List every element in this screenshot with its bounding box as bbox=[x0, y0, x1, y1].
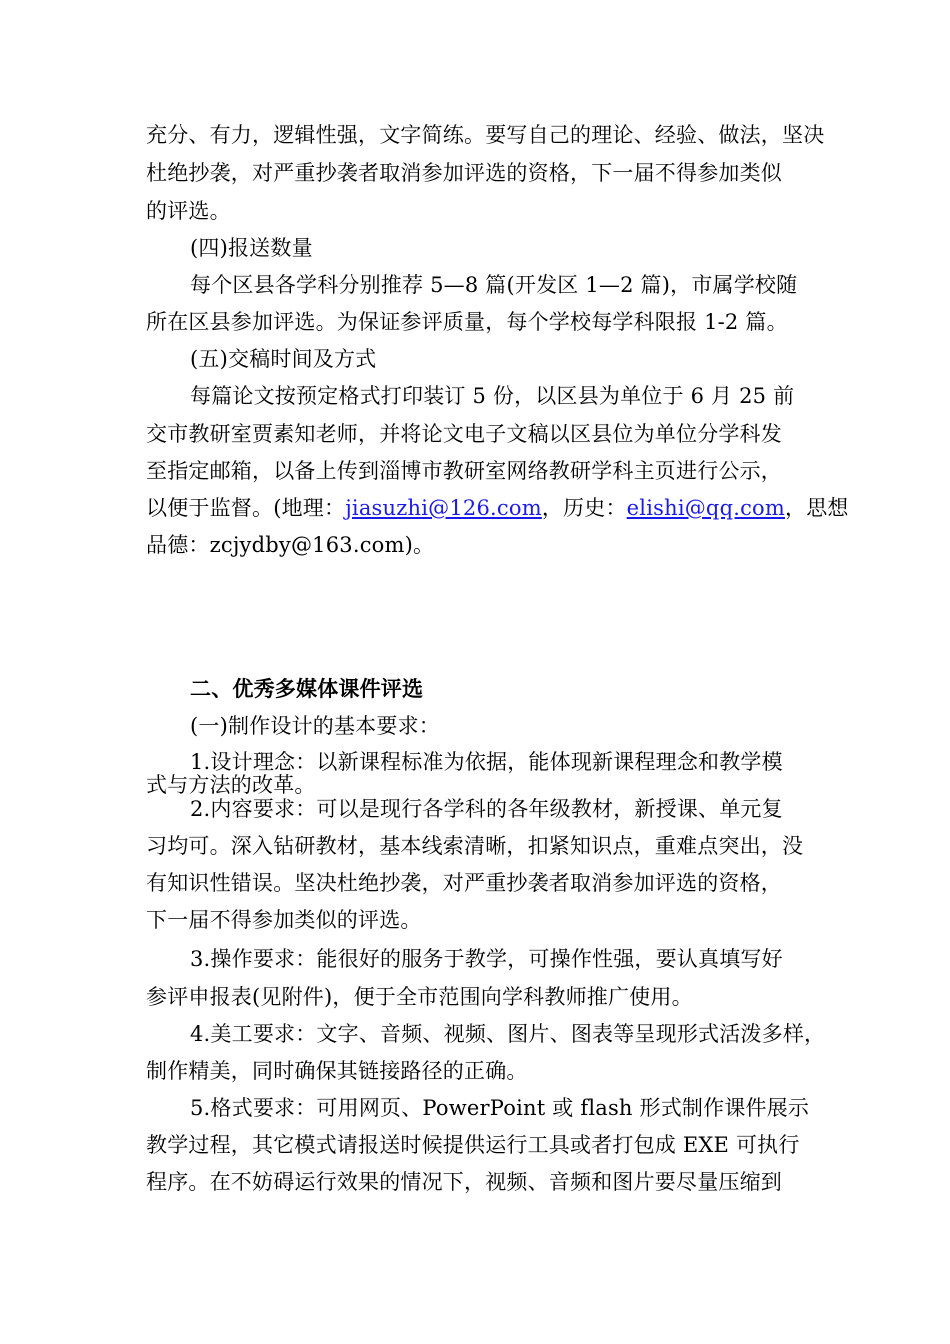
paragraph-line: 式与方法的改革。 bbox=[146, 773, 316, 797]
paragraph-line: 交市教研室贾素知老师，并将论文电子文稿以区县位为单位分学科发 bbox=[146, 422, 782, 446]
text-segment: 以便于监督。(地理： bbox=[146, 496, 346, 520]
paragraph-line: 习均可。深入钻研教材，基本线索清晰，扣紧知识点，重难点突出，没 bbox=[146, 834, 804, 858]
paragraph-line: 制作精美，同时确保其链接路径的正确。 bbox=[146, 1059, 528, 1083]
text-segment: ，思想 bbox=[785, 496, 849, 520]
section-title: (五)交稿时间及方式 bbox=[190, 347, 377, 371]
paragraph-line-emails bbox=[146, 494, 849, 522]
paragraph-line: 充分、有力，逻辑性强，文字简练。要写自己的理论、经验、做法，坚决 bbox=[146, 123, 825, 147]
email-link-history[interactable]: elishi@qq.com bbox=[626, 496, 786, 520]
paragraph-line: 至指定邮箱，以备上传到淄博市教研室网络教研学科主页进行公示， bbox=[146, 459, 782, 483]
subsection-title: (一)制作设计的基本要求： bbox=[190, 714, 440, 738]
paragraph-line: 3.操作要求：能很好的服务于教学，可操作性强，要认真填写好 bbox=[190, 947, 783, 971]
paragraph-line: 的评选。 bbox=[146, 199, 231, 223]
paragraph-line: 1.设计理念：以新课程标准为依据，能体现新课程理念和教学模 bbox=[190, 750, 783, 774]
text-segment: ，历史： bbox=[541, 496, 627, 520]
paragraph-line: 2.内容要求：可以是现行各学科的各年级教材，新授课、单元复 bbox=[190, 797, 783, 821]
paragraph-line: 下一届不得参加类似的评选。 bbox=[146, 908, 422, 932]
paragraph-line: 参评申报表(见附件)，便于全市范围向学科教师推广使用。 bbox=[146, 985, 693, 1009]
paragraph-line: 每篇论文按预定格式打印装订 5 份，以区县为单位于 6 月 25 前 bbox=[190, 384, 795, 408]
section-heading: 二、优秀多媒体课件评选 bbox=[190, 677, 424, 701]
paragraph-line: 5.格式要求：可用网页、PowerPoint 或 flash 形式制作课件展示 bbox=[190, 1096, 810, 1120]
paragraph-line: 程序。在不妨碍运行效果的情况下，视频、音频和图片要尽量压缩到 bbox=[146, 1170, 782, 1194]
paragraph-line: 4.美工要求：文字、音频、视频、图片、图表等呈现形式活泼多样， bbox=[190, 1022, 826, 1046]
paragraph-line: 品德：zcjydby@163.com)。 bbox=[146, 533, 435, 557]
paragraph-line: 有知识性错误。坚决杜绝抄袭，对严重抄袭者取消参加评选的资格， bbox=[146, 871, 782, 895]
paragraph-line: 教学过程，其它模式请报送时候提供运行工具或者打包成 EXE 可执行 bbox=[146, 1133, 800, 1157]
paragraph-line: 杜绝抄袭，对严重抄袭者取消参加评选的资格，下一届不得参加类似 bbox=[146, 161, 782, 185]
paragraph-line: 所在区县参加评选。为保证参评质量，每个学校每学科限报 1-2 篇。 bbox=[146, 310, 788, 334]
email-link-geography[interactable]: jiasuzhi@126.com bbox=[345, 496, 542, 520]
paragraph-line: 每个区县各学科分别推荐 5—8 篇(开发区 1—2 篇)，市属学校随 bbox=[190, 273, 798, 297]
section-title: (四)报送数量 bbox=[190, 236, 313, 260]
